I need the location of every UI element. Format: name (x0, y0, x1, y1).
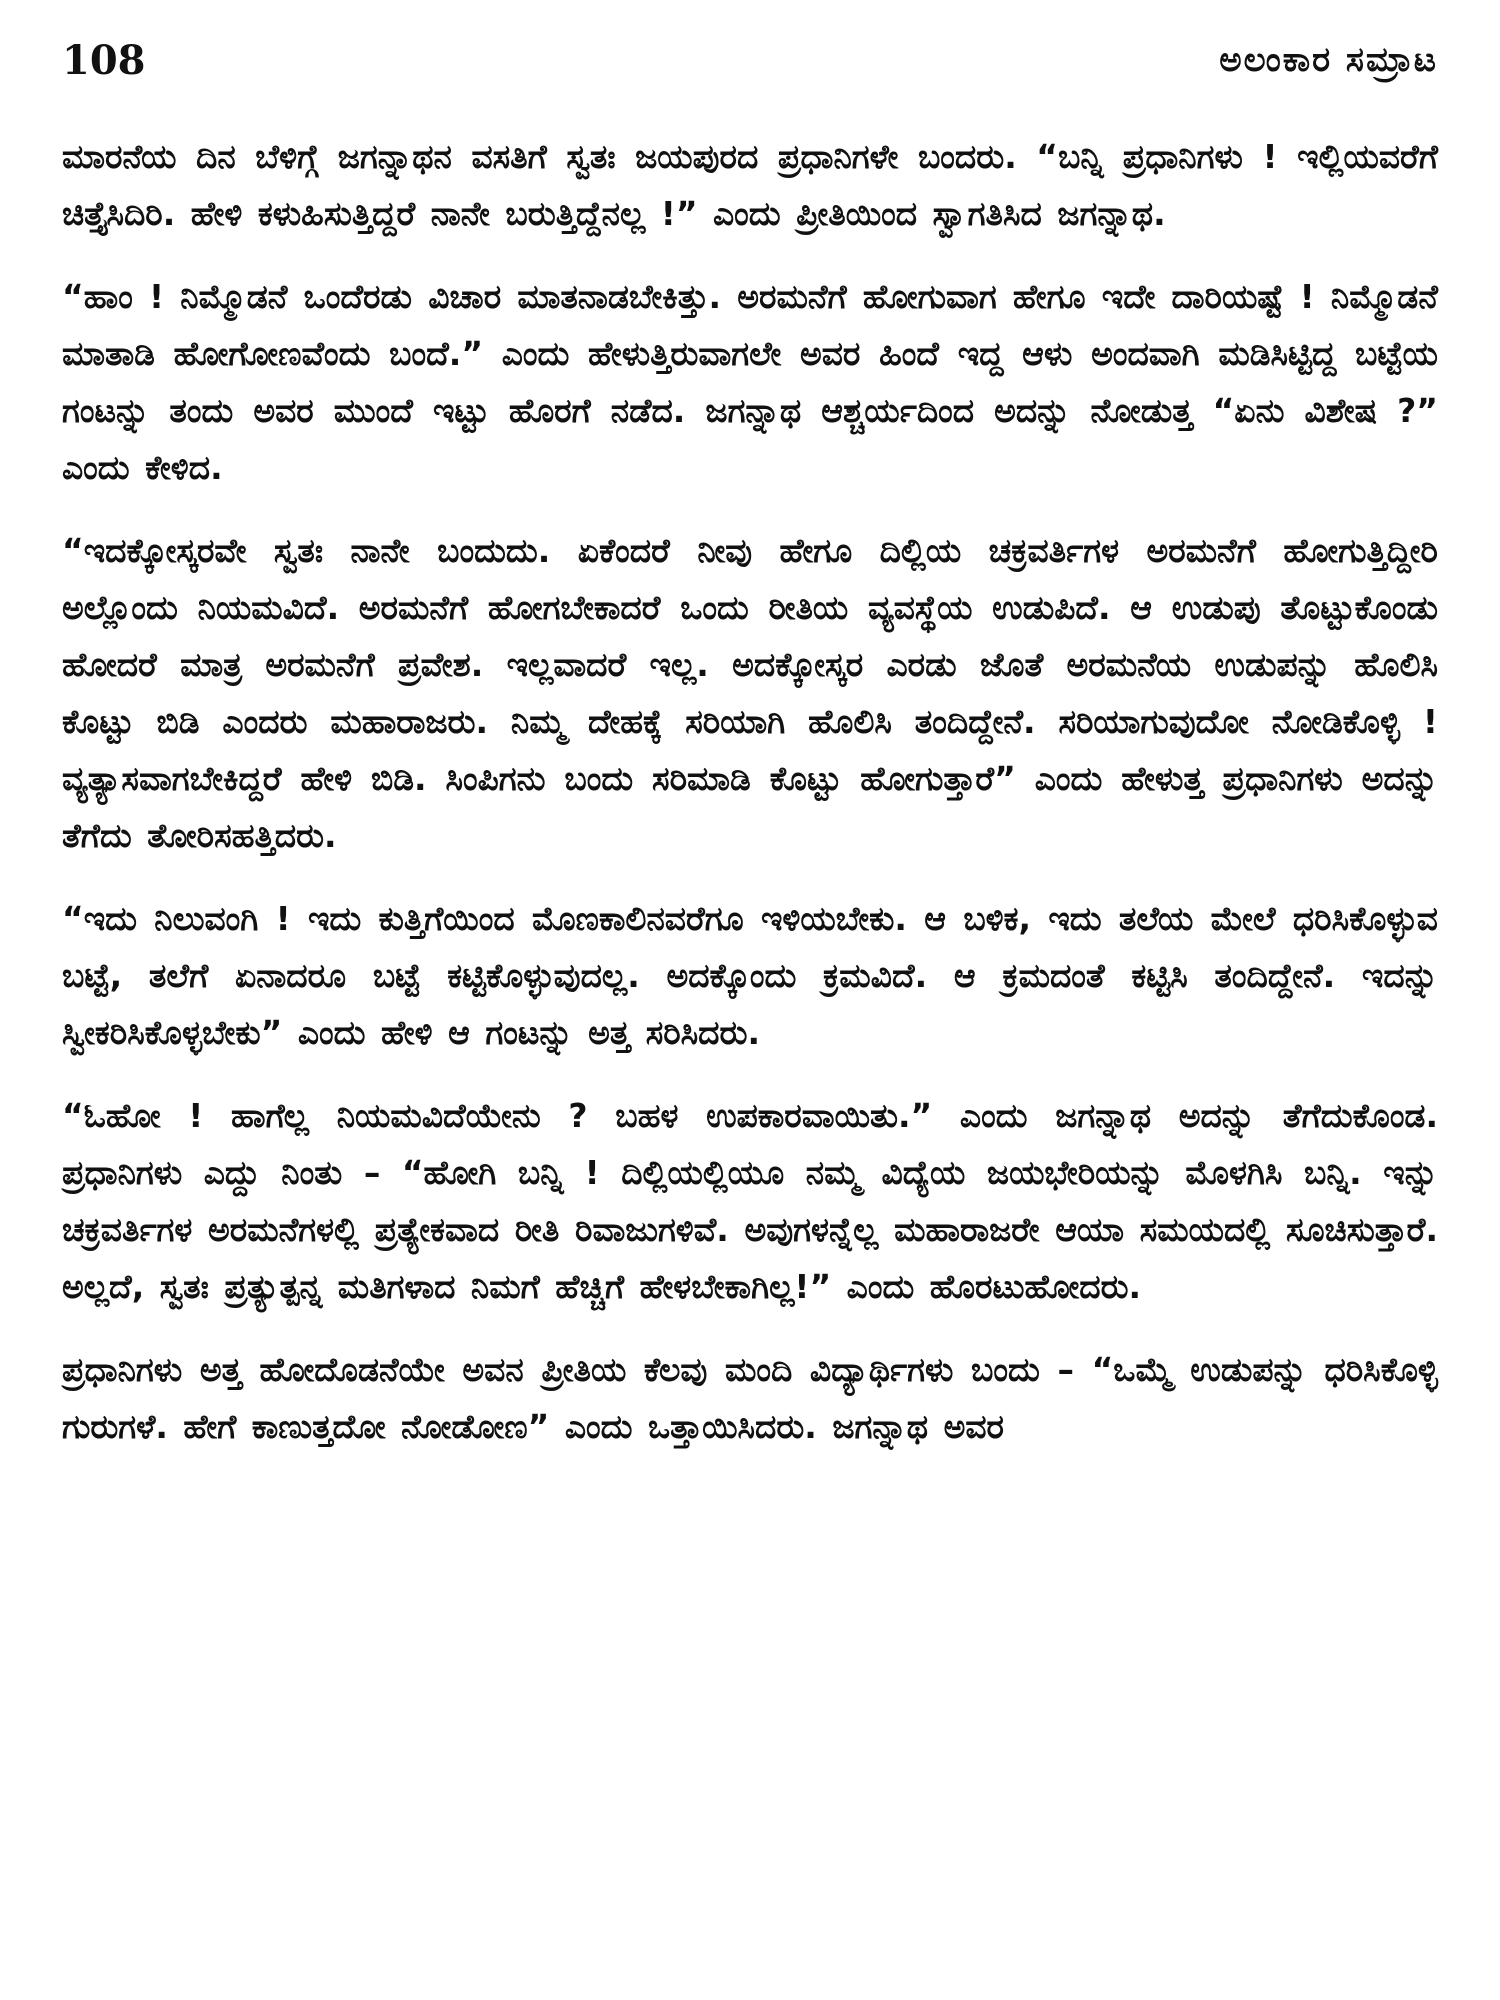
body-text (62, 128, 1438, 1960)
paragraph-1: ಮಾರನೆಯ ದಿನ ಬೆಳಿಗ್ಗೆ ಜಗನ್ನಾಥನ ವಸತಿಗೆ ಸ್ವತಃ ಜಯಪುರದ ಪ್ರಧಾನಿಗಳೇ ಬಂದರು. “ಬನ್ನಿ ಪ್ರಧಾನಿಗಳು ! ಇಲ್ಲಿಯವರೆಗೆ ಚಿತ್ತೈಸಿದಿರಿ. ಹೇಳಿ ಕಳುಹಿಸುತ್ತಿದ್ದರೆ ನಾನೇ ಬರುತ್ತಿದ್ದೆನಲ್ಲ !” ಎಂದು ಪ್ರೀತಿಯಿಂದ ಸ್ವಾಗತಿಸಿದ ಜಗನ್ನಾಥ. (62, 137, 1438, 233)
paragraph-4: “ಇದು ನಿಲುವಂಗಿ ! ಇದು ಕುತ್ತಿಗೆಯಿಂದ ಮೊಣಕಾಲಿನವರೆಗೂ ಇಳಿಯಬೇಕು. ಆ ಬಳಿಕ, ಇದು ತಲೆಯ ಮೇಲೆ ಧರಿಸಿಕೊಳ್ಳುವ ಬಟ್ಟೆ, ತಲೆಗೆ ಏನಾದರೂ ಬಟ್ಟೆ ಕಟ್ಟಿಕೊಳ್ಳುವುದಲ್ಲ. ಅದಕ್ಕೊಂದು ಕ್ರಮವಿದೆ. ಆ ಕ್ರಮದಂತೆ ಕಟ್ಟಿಸಿ ತಂದಿದ್ದೇನೆ. ಇದನ್ನು ಸ್ವೀಕರಿಸಿಕೊಳ್ಳಬೇಕು” ಎಂದು ಹೇಳಿ ಆ ಗಂಟನ್ನು ಅತ್ತ ಸರಿಸಿದರು. (62, 899, 1438, 1052)
paragraph-6: ಪ್ರಧಾನಿಗಳು ಅತ್ತ ಹೋದೊಡನೆಯೇ ಅವನ ಪ್ರೀತಿಯ ಕೆಲವು ಮಂದಿ ವಿದ್ಯಾರ್ಥಿಗಳು ಬಂದು – “ಒಮ್ಮೆ ಉಡುಪನ್ನು ಧರಿಸಿಕೊಳ್ಳಿ ಗುರುಗಳೆ. ಹೇಗೆ ಕಾಣುತ್ತದೋ ನೋಡೋಣ” ಎಂದು ಒತ್ತಾಯಿಸಿದರು. ಜಗನ್ನಾಥ ಅವರ (62, 1350, 1438, 1446)
paragraph-3: “ಇದಕ್ಕೋಸ್ಕರವೇ ಸ್ವತಃ ನಾನೇ ಬಂದುದು. ಏಕೆಂದರೆ ನೀವು ಹೇಗೂ ದಿಲ್ಲಿಯ ಚಕ್ರವರ್ತಿಗಳ ಅರಮನೆಗೆ ಹೋಗುತ್ತಿದ್ದೀರಿ ಅಲ್ಲೊಂದು ನಿಯಮವಿದೆ. ಅರಮನೆಗೆ ಹೋಗಬೇಕಾದರೆ ಒಂದು ರೀತಿಯ ವ್ಯವಸ್ಥೆಯ ಉಡುಪಿದೆ. ಆ ಉಡುಪು ತೊಟ್ಟುಕೊಂಡು ಹೋದರೆ ಮಾತ್ರ ಅರಮನೆಗೆ ಪ್ರವೇಶ. ಇಲ್ಲವಾದರೆ ಇಲ್ಲ. ಅದಕ್ಕೋಸ್ಕರ ಎರಡು ಜೊತೆ ಅರಮನೆಯ ಉಡುಪನ್ನು ಹೊಲಿಸಿ ಕೊಟ್ಟು ಬಿಡಿ ಎಂದರು ಮಹಾರಾಜರು. ನಿಮ್ಮ ದೇಹಕ್ಕೆ ಸರಿಯಾಗಿ ಹೊಲಿಸಿ ತಂದಿದ್ದೇನೆ. ಸರಿಯಾಗುವುದೋ ನೋಡಿಕೊಳ್ಳಿ ! ವ್ಯತ್ಯಾಸವಾಗಬೇಕಿದ್ದರೆ ಹೇಳಿ ಬಿಡಿ. ಸಿಂಪಿಗನು ಬಂದು ಸರಿಮಾಡಿ ಕೊಟ್ಟು ಹೋಗುತ್ತಾರೆ” ಎಂದು ಹೇಳುತ್ತ ಪ್ರಧಾನಿಗಳು ಅದನ್ನು ತೆಗೆದು ತೋರಿಸಹತ್ತಿದರು. (62, 531, 1438, 855)
paragraph-5: “ಓಹೋ ! ಹಾಗೆಲ್ಲ ನಿಯಮವಿದೆಯೇನು ? ಬಹಳ ಉಪಕಾರವಾಯಿತು.” ಎಂದು ಜಗನ್ನಾಥ ಅದನ್ನು ತೆಗೆದುಕೊಂಡ. ಪ್ರಧಾನಿಗಳು ಎದ್ದು ನಿಂತು – “ಹೋಗಿ ಬನ್ನಿ ! ದಿಲ್ಲಿಯಲ್ಲಿಯೂ ನಮ್ಮ ವಿದ್ಯೆಯ ಜಯಭೇರಿಯನ್ನು ಮೊಳಗಿಸಿ ಬನ್ನಿ. ಇನ್ನು ಚಕ್ರವರ್ತಿಗಳ ಅರಮನೆಗಳಲ್ಲಿ ಪ್ರತ್ಯೇಕವಾದ ರೀತಿ ರಿವಾಜುಗಳಿವೆ. ಅವುಗಳನ್ನೆಲ್ಲ ಮಹಾರಾಜರೇ ಆಯಾ ಸಮಯದಲ್ಲಿ ಸೂಚಿಸುತ್ತಾರೆ. ಅಲ್ಲದೆ, ಸ್ವತಃ ಪ್ರತ್ಯುತ್ಪನ್ನ ಮತಿಗಳಾದ ನಿಮಗೆ ಹೆಚ್ಚಿಗೆ ಹೇಳಬೇಕಾಗಿಲ್ಲ!” ಎಂದು ಹೊರಟುಹೋದರು. (62, 1096, 1438, 1306)
running-title: ಅಲಂಕಾರ ಸಮ್ರಾಟ (1219, 40, 1438, 80)
page-header (62, 30, 1438, 90)
paragraph-2: “ಹಾಂ ! ನಿಮ್ಮೊಡನೆ ಒಂದೆರಡು ವಿಚಾರ ಮಾತನಾಡಬೇಕಿತ್ತು. ಅರಮನೆಗೆ ಹೋಗುವಾಗ ಹೇಗೂ ಇದೇ ದಾರಿಯಷ್ಟೆ ! ನಿಮ್ಮೊಡನೆ ಮಾತಾಡಿ ಹೋಗೋಣವೆಂದು ಬಂದೆ.” ಎಂದು ಹೇಳುತ್ತಿರುವಾಗಲೇ ಅವರ ಹಿಂದೆ ಇದ್ದ ಆಳು ಅಂದವಾಗಿ ಮಡಿಸಿಟ್ಟಿದ್ದ ಬಟ್ಟೆಯ ಗಂಟನ್ನು ತಂದು ಅವರ ಮುಂದೆ ಇಟ್ಟು ಹೊರಗೆ ನಡೆದ. ಜಗನ್ನಾಥ ಆಶ್ಚರ್ಯದಿಂದ ಅದನ್ನು ನೋಡುತ್ತ “ಏನು ವಿಶೇಷ ?” ಎಂದು ಕೇಳಿದ. (62, 277, 1438, 487)
page-number: 108 (62, 36, 146, 84)
